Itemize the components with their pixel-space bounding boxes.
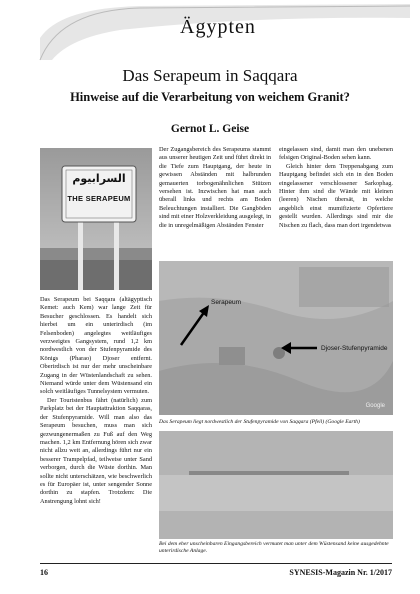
paragraph: Der Touristenbus fährt (natürlich) zum Parkplatz bei der Hauptattraktion Saqqaras, der Stufenpyramide. Will man also das Serapeum besuchen, muss man sich gezwungenermaßen zu Fuß auf den Weg machen. 1,2 km Entfernung hören sich zwar nicht allzu weit an, allerdings führt nur ein besserer Trampelpfad, teilweise unter Sand verborgen, durch die Wüste dorthin. Man sollte nicht unterschätzen, wie beschwerlich es für Europäer ist, unter sengender Sonne dorthin zu stapfen. Trotzdem: Die Anstrengung lohnt sich! bbox=[40, 396, 152, 505]
paragraph: Der Zugangsbereich des Serapeums stammt aus unserer heutigen Zeit und führt direkt in die Tiefe zum Hauptgang, der heute in gewissen Abständen mit halbrunden gemauerten torbogenähnlichen Stützen versehen ist. Inzwischen hat man auch überall links und rechts am Boden Beleuchtungen installiert. Die Gangböden sind mit einer Holzverkleidung ausgelegt, in die in unregelmäßigen Abständen Fenster bbox=[159, 146, 271, 229]
footer-rule bbox=[40, 563, 392, 564]
rubric-title: Ägypten bbox=[180, 16, 256, 38]
article-author: Gernot L. Geise bbox=[170, 123, 250, 135]
rubric-header bbox=[0, 0, 420, 62]
paragraph: Das Serapeum bei Saqqara (altägyptisch Kemet: auch Kem) war lange Zeit für Besucher geschlossen. Es handelt sich hierbei um ein unterirdisch (im Felsenboden) angelegtes weitläufiges verzweigtes Gangsystem, rund 1,2 km nordwestlich von der Stufenpyramide des Königs (Pharao) Djoser entfernt. Oberirdisch ist nur der mehr unscheinbare Zugang in der Wüstenlandschaft zu sehen. Niemand würde unter dem Wüstensand ein solch weitläufiges Tunnelsystem vermuten. bbox=[40, 296, 152, 396]
magazine-issue: SYNESIS-Magazin Nr. 1/2017 bbox=[289, 568, 392, 577]
map-caption: Das Serapeum liegt nordwestlich der Stufenpyramide von Saqqara (Pfeil) (Google Earth) bbox=[159, 419, 360, 425]
sign-arabic-text: السرابيوم bbox=[72, 172, 126, 185]
desert-photo bbox=[159, 431, 393, 539]
column-middle bbox=[159, 146, 271, 230]
column-right bbox=[279, 146, 393, 230]
article-title: Das Serapeum in Saqqara bbox=[122, 66, 298, 85]
paragraph: Gleich hinter dem Treppenabgang zum Hauptgang befindet sich ein in den Boden eingelassener verschlossener Sarkophag. Hinter ihm sind die Wände mit kleinen (leeren) Nischen übersät, in welche angeblich einst mumifizierte Opfertiere gestellt wurden. Allerdings sind mir die Nischen zu flach, dass man dort irgendetwas bbox=[279, 162, 393, 229]
map-label-djoser: Djoser-Stufenpyramide bbox=[321, 345, 388, 352]
page-number: 16 bbox=[40, 568, 48, 577]
desert-caption: Bei dem eher unscheinbaren Eingangsbereich vermutet man unter dem Wüstensand keine ausgedehnte unterirdische Anlage. bbox=[159, 541, 389, 555]
column-left bbox=[40, 296, 152, 506]
serapeum-sign-photo bbox=[40, 148, 152, 290]
satellite-map bbox=[159, 261, 393, 415]
article-subtitle: Hinweise auf die Verarbeitung von weichem Granit? bbox=[70, 90, 350, 104]
paragraph: eingelassen sind, damit man den unebenen felsigen Original-Boden sehen kann. bbox=[279, 146, 393, 162]
sign-latin-text: THE SERAPEUM bbox=[67, 194, 131, 203]
map-watermark: Google bbox=[365, 403, 385, 409]
map-label-serapeum: Serapeum bbox=[211, 299, 241, 306]
